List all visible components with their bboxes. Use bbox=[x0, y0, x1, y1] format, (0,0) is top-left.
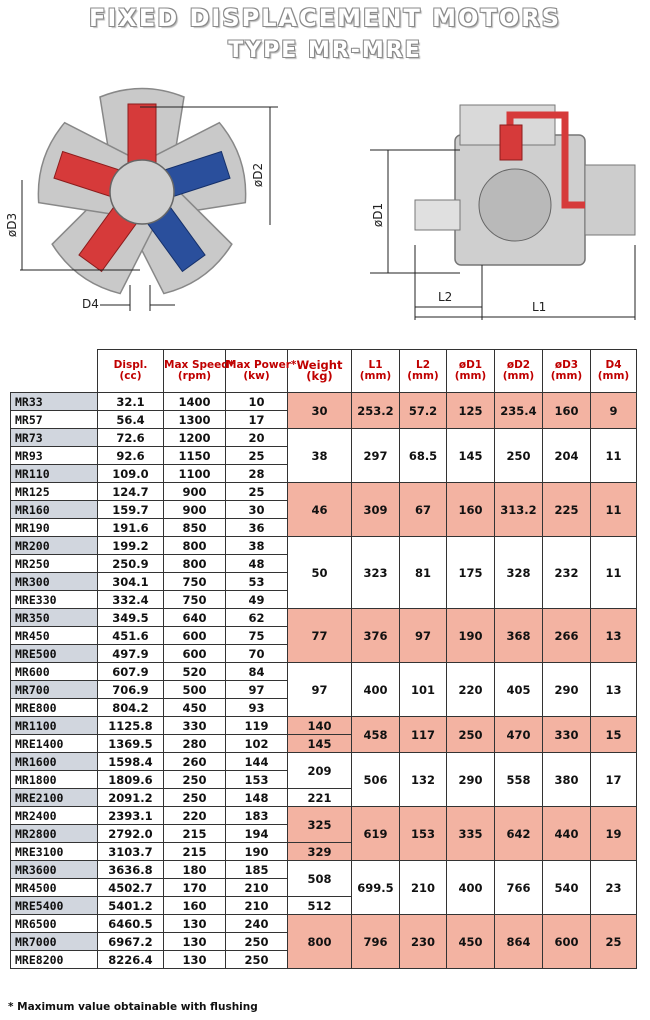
cell-d2: 235.4 bbox=[495, 393, 543, 429]
cell-power: 194 bbox=[226, 825, 288, 843]
cell-weight: 50 bbox=[288, 537, 352, 609]
cell-power: 119 bbox=[226, 717, 288, 735]
front-view-drawing bbox=[0, 75, 300, 320]
label-l2: L2 bbox=[438, 290, 453, 304]
cell-power: 183 bbox=[226, 807, 288, 825]
cell-model: MR4500 bbox=[11, 879, 98, 897]
cell-power: 185 bbox=[226, 861, 288, 879]
cell-displ: 497.9 bbox=[98, 645, 164, 663]
cell-model: MR160 bbox=[11, 501, 98, 519]
cell-speed: 900 bbox=[164, 483, 226, 501]
cell-speed: 130 bbox=[164, 933, 226, 951]
table-row bbox=[11, 717, 637, 735]
cell-d1: 125 bbox=[447, 393, 495, 429]
side-view-drawing bbox=[360, 95, 645, 325]
cell-weight: 38 bbox=[288, 429, 352, 483]
cell-speed: 180 bbox=[164, 861, 226, 879]
cell-displ: 349.5 bbox=[98, 609, 164, 627]
label-d4: D4 bbox=[82, 297, 99, 311]
cell-displ: 2393.1 bbox=[98, 807, 164, 825]
cell-power: 25 bbox=[226, 483, 288, 501]
cell-displ: 332.4 bbox=[98, 591, 164, 609]
cell-power: 148 bbox=[226, 789, 288, 807]
cell-d1: 335 bbox=[447, 807, 495, 861]
cell-model: MR3600 bbox=[11, 861, 98, 879]
cell-displ: 4502.7 bbox=[98, 879, 164, 897]
cell-d3: 290 bbox=[543, 663, 591, 717]
cell-d3: 380 bbox=[543, 753, 591, 807]
cell-d2: 328 bbox=[495, 537, 543, 609]
cell-speed: 750 bbox=[164, 573, 226, 591]
cell-l2: 57.2 bbox=[400, 393, 447, 429]
cell-weight: 140 bbox=[288, 717, 352, 735]
cell-l1: 796 bbox=[352, 915, 400, 969]
cell-displ: 124.7 bbox=[98, 483, 164, 501]
cell-d1: 145 bbox=[447, 429, 495, 483]
cell-model: MR2800 bbox=[11, 825, 98, 843]
cell-d4: 19 bbox=[591, 807, 637, 861]
cell-power: 93 bbox=[226, 699, 288, 717]
cell-weight: 46 bbox=[288, 483, 352, 537]
output-shaft bbox=[415, 200, 460, 230]
page-title: FIXED DISPLACEMENT MOTORS bbox=[88, 4, 561, 32]
cell-model: MRE330 bbox=[11, 591, 98, 609]
label-d3: øD3 bbox=[5, 212, 19, 238]
cell-displ: 92.6 bbox=[98, 447, 164, 465]
cell-d3: 600 bbox=[543, 915, 591, 969]
cell-power: 153 bbox=[226, 771, 288, 789]
cell-power: 28 bbox=[226, 465, 288, 483]
cell-power: 17 bbox=[226, 411, 288, 429]
cell-power: 250 bbox=[226, 951, 288, 969]
cell-power: 210 bbox=[226, 879, 288, 897]
cell-speed: 130 bbox=[164, 915, 226, 933]
cell-l1: 400 bbox=[352, 663, 400, 717]
cell-model: MR1800 bbox=[11, 771, 98, 789]
header-d2: øD2 (mm) bbox=[495, 350, 543, 393]
cell-speed: 750 bbox=[164, 591, 226, 609]
cell-weight: 508 bbox=[288, 861, 352, 897]
specifications-table bbox=[10, 349, 637, 969]
table-header-row bbox=[11, 350, 637, 393]
table-row bbox=[11, 807, 637, 825]
header-l1: L1 (mm) bbox=[352, 350, 400, 393]
cell-speed: 450 bbox=[164, 699, 226, 717]
cell-power: 30 bbox=[226, 501, 288, 519]
cell-d3: 204 bbox=[543, 429, 591, 483]
cell-speed: 170 bbox=[164, 879, 226, 897]
cell-l1: 297 bbox=[352, 429, 400, 483]
cell-model: MR1600 bbox=[11, 753, 98, 771]
cell-d2: 405 bbox=[495, 663, 543, 717]
header-displ: Displ. (cc) bbox=[98, 350, 164, 393]
cell-displ: 3636.8 bbox=[98, 861, 164, 879]
cell-displ: 199.2 bbox=[98, 537, 164, 555]
cell-displ: 2792.0 bbox=[98, 825, 164, 843]
cell-model: MRE3100 bbox=[11, 843, 98, 861]
cell-d3: 232 bbox=[543, 537, 591, 609]
cell-l2: 67 bbox=[400, 483, 447, 537]
cell-weight: 209 bbox=[288, 753, 352, 789]
header-d4: D4 (mm) bbox=[591, 350, 637, 393]
cell-l1: 699.5 bbox=[352, 861, 400, 915]
cell-power: 190 bbox=[226, 843, 288, 861]
cell-model: MR57 bbox=[11, 411, 98, 429]
header-l2: L2 (mm) bbox=[400, 350, 447, 393]
cell-power: 25 bbox=[226, 447, 288, 465]
cell-model: MR110 bbox=[11, 465, 98, 483]
cell-weight: 512 bbox=[288, 897, 352, 915]
cell-speed: 600 bbox=[164, 645, 226, 663]
cell-d4: 9 bbox=[591, 393, 637, 429]
cell-l1: 323 bbox=[352, 537, 400, 609]
cell-model: MR350 bbox=[11, 609, 98, 627]
label-l1: L1 bbox=[532, 300, 547, 314]
cell-speed: 850 bbox=[164, 519, 226, 537]
cell-speed: 250 bbox=[164, 771, 226, 789]
cell-d1: 220 bbox=[447, 663, 495, 717]
cell-speed: 900 bbox=[164, 501, 226, 519]
cell-d4: 11 bbox=[591, 537, 637, 609]
cell-weight: 77 bbox=[288, 609, 352, 663]
cell-d2: 313.2 bbox=[495, 483, 543, 537]
cell-displ: 607.9 bbox=[98, 663, 164, 681]
header-weight: Weight (kg) bbox=[288, 350, 352, 393]
cell-power: 48 bbox=[226, 555, 288, 573]
cell-d3: 330 bbox=[543, 717, 591, 753]
cell-d1: 450 bbox=[447, 915, 495, 969]
cell-d4: 11 bbox=[591, 429, 637, 483]
cell-d4: 17 bbox=[591, 753, 637, 807]
cell-speed: 250 bbox=[164, 789, 226, 807]
cell-displ: 2091.2 bbox=[98, 789, 164, 807]
cell-displ: 6460.5 bbox=[98, 915, 164, 933]
cell-power: 144 bbox=[226, 753, 288, 771]
cell-displ: 191.6 bbox=[98, 519, 164, 537]
cell-model: MRE2100 bbox=[11, 789, 98, 807]
cell-l2: 230 bbox=[400, 915, 447, 969]
cell-speed: 1300 bbox=[164, 411, 226, 429]
cell-speed: 215 bbox=[164, 825, 226, 843]
cell-d4: 23 bbox=[591, 861, 637, 915]
cell-displ: 804.2 bbox=[98, 699, 164, 717]
cell-d3: 540 bbox=[543, 861, 591, 915]
cell-model: MR200 bbox=[11, 537, 98, 555]
cell-l2: 117 bbox=[400, 717, 447, 753]
cell-displ: 451.6 bbox=[98, 627, 164, 645]
cell-displ: 250.9 bbox=[98, 555, 164, 573]
cell-displ: 56.4 bbox=[98, 411, 164, 429]
header-d3: øD3 (mm) bbox=[543, 350, 591, 393]
cell-model: MR250 bbox=[11, 555, 98, 573]
cell-d4: 13 bbox=[591, 663, 637, 717]
cell-model: MR450 bbox=[11, 627, 98, 645]
cell-speed: 130 bbox=[164, 951, 226, 969]
cell-model: MR7000 bbox=[11, 933, 98, 951]
cell-displ: 304.1 bbox=[98, 573, 164, 591]
cell-displ: 3103.7 bbox=[98, 843, 164, 861]
table-row bbox=[11, 537, 637, 555]
cell-d2: 368 bbox=[495, 609, 543, 663]
cell-speed: 215 bbox=[164, 843, 226, 861]
cell-d4: 25 bbox=[591, 915, 637, 969]
header-power: Max Power* (kw) bbox=[226, 350, 288, 393]
cell-model: MR33 bbox=[11, 393, 98, 411]
cell-model: MRE500 bbox=[11, 645, 98, 663]
cell-weight: 145 bbox=[288, 735, 352, 753]
cell-displ: 32.1 bbox=[98, 393, 164, 411]
cell-power: 75 bbox=[226, 627, 288, 645]
header-speed: Max Speed* (rpm) bbox=[164, 350, 226, 393]
table-body bbox=[11, 393, 637, 969]
cell-speed: 520 bbox=[164, 663, 226, 681]
cell-displ: 109.0 bbox=[98, 465, 164, 483]
cell-model: MR1100 bbox=[11, 717, 98, 735]
cell-weight: 800 bbox=[288, 915, 352, 969]
cell-speed: 330 bbox=[164, 717, 226, 735]
cell-model: MRE1400 bbox=[11, 735, 98, 753]
table-row bbox=[11, 663, 637, 681]
cell-model: MR73 bbox=[11, 429, 98, 447]
cell-l1: 458 bbox=[352, 717, 400, 753]
cell-displ: 8226.4 bbox=[98, 951, 164, 969]
cell-speed: 800 bbox=[164, 555, 226, 573]
cell-d1: 175 bbox=[447, 537, 495, 609]
cell-l1: 253.2 bbox=[352, 393, 400, 429]
cell-model: MR600 bbox=[11, 663, 98, 681]
cell-model: MR93 bbox=[11, 447, 98, 465]
cell-speed: 220 bbox=[164, 807, 226, 825]
cell-speed: 1400 bbox=[164, 393, 226, 411]
cell-power: 240 bbox=[226, 915, 288, 933]
cell-power: 97 bbox=[226, 681, 288, 699]
label-d1: øD1 bbox=[371, 202, 385, 228]
cell-d3: 266 bbox=[543, 609, 591, 663]
cell-d2: 642 bbox=[495, 807, 543, 861]
cell-d2: 766 bbox=[495, 861, 543, 915]
cell-d1: 290 bbox=[447, 753, 495, 807]
cell-power: 20 bbox=[226, 429, 288, 447]
cell-power: 62 bbox=[226, 609, 288, 627]
page-subtitle: TYPE MR-MRE bbox=[228, 38, 422, 63]
cell-l1: 506 bbox=[352, 753, 400, 807]
cell-d4: 13 bbox=[591, 609, 637, 663]
cell-speed: 1100 bbox=[164, 465, 226, 483]
cell-weight: 30 bbox=[288, 393, 352, 429]
header-blank bbox=[11, 350, 98, 393]
cell-power: 36 bbox=[226, 519, 288, 537]
cell-weight: 97 bbox=[288, 663, 352, 717]
cell-model: MR300 bbox=[11, 573, 98, 591]
cell-speed: 1150 bbox=[164, 447, 226, 465]
table-row bbox=[11, 393, 637, 411]
cell-d1: 250 bbox=[447, 717, 495, 753]
cell-l1: 376 bbox=[352, 609, 400, 663]
cell-speed: 800 bbox=[164, 537, 226, 555]
cell-model: MR6500 bbox=[11, 915, 98, 933]
cell-l1: 619 bbox=[352, 807, 400, 861]
cell-d3: 440 bbox=[543, 807, 591, 861]
cell-speed: 260 bbox=[164, 753, 226, 771]
cell-displ: 159.7 bbox=[98, 501, 164, 519]
cell-d1: 190 bbox=[447, 609, 495, 663]
cell-power: 70 bbox=[226, 645, 288, 663]
cell-l2: 97 bbox=[400, 609, 447, 663]
cell-model: MRE8200 bbox=[11, 951, 98, 969]
table-row bbox=[11, 609, 637, 627]
cell-d4: 11 bbox=[591, 483, 637, 537]
cell-model: MR2400 bbox=[11, 807, 98, 825]
cell-d2: 250 bbox=[495, 429, 543, 483]
cell-speed: 600 bbox=[164, 627, 226, 645]
cell-displ: 1369.5 bbox=[98, 735, 164, 753]
table-row bbox=[11, 483, 637, 501]
cell-d1: 400 bbox=[447, 861, 495, 915]
cell-l1: 309 bbox=[352, 483, 400, 537]
cell-model: MRE5400 bbox=[11, 897, 98, 915]
cell-l2: 81 bbox=[400, 537, 447, 609]
cell-weight: 325 bbox=[288, 807, 352, 843]
cell-power: 49 bbox=[226, 591, 288, 609]
cell-power: 84 bbox=[226, 663, 288, 681]
cell-power: 53 bbox=[226, 573, 288, 591]
cell-model: MR190 bbox=[11, 519, 98, 537]
cell-displ: 5401.2 bbox=[98, 897, 164, 915]
table-row bbox=[11, 429, 637, 447]
cell-model: MR125 bbox=[11, 483, 98, 501]
footnote: * Maximum value obtainable with flushing bbox=[8, 1001, 258, 1013]
cell-l2: 153 bbox=[400, 807, 447, 861]
crankshaft bbox=[110, 160, 174, 224]
cell-displ: 6967.2 bbox=[98, 933, 164, 951]
cell-d2: 470 bbox=[495, 717, 543, 753]
table-row bbox=[11, 753, 637, 771]
cell-displ: 1125.8 bbox=[98, 717, 164, 735]
cell-d4: 15 bbox=[591, 717, 637, 753]
cell-d2: 558 bbox=[495, 753, 543, 807]
cell-speed: 640 bbox=[164, 609, 226, 627]
cell-model: MR700 bbox=[11, 681, 98, 699]
cell-power: 38 bbox=[226, 537, 288, 555]
cell-l2: 68.5 bbox=[400, 429, 447, 483]
table-row bbox=[11, 861, 637, 879]
cell-d2: 864 bbox=[495, 915, 543, 969]
cell-speed: 500 bbox=[164, 681, 226, 699]
table-row bbox=[11, 915, 637, 933]
cell-d1: 160 bbox=[447, 483, 495, 537]
cell-speed: 160 bbox=[164, 897, 226, 915]
header-d1: øD1 (mm) bbox=[447, 350, 495, 393]
cell-model: MRE800 bbox=[11, 699, 98, 717]
cell-l2: 132 bbox=[400, 753, 447, 807]
cell-displ: 706.9 bbox=[98, 681, 164, 699]
label-d2: øD2 bbox=[251, 162, 265, 188]
cell-speed: 280 bbox=[164, 735, 226, 753]
cell-displ: 72.6 bbox=[98, 429, 164, 447]
cell-displ: 1598.4 bbox=[98, 753, 164, 771]
cell-d3: 225 bbox=[543, 483, 591, 537]
cell-d3: 160 bbox=[543, 393, 591, 429]
cell-power: 10 bbox=[226, 393, 288, 411]
cell-l2: 210 bbox=[400, 861, 447, 915]
cell-speed: 1200 bbox=[164, 429, 226, 447]
cell-displ: 1809.6 bbox=[98, 771, 164, 789]
cell-l2: 101 bbox=[400, 663, 447, 717]
cell-power: 250 bbox=[226, 933, 288, 951]
cell-weight: 221 bbox=[288, 789, 352, 807]
cell-power: 210 bbox=[226, 897, 288, 915]
cell-power: 102 bbox=[226, 735, 288, 753]
cell-weight: 329 bbox=[288, 843, 352, 861]
